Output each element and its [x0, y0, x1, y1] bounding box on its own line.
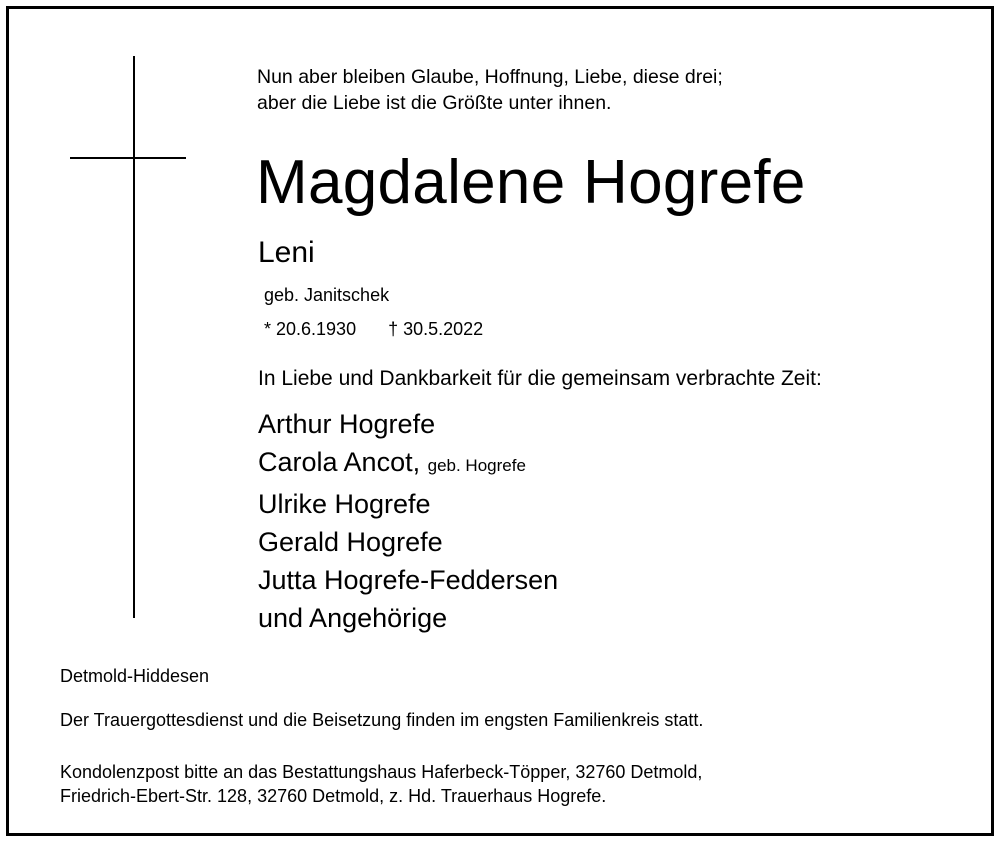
life-dates [264, 320, 483, 338]
mourner-name: und Angehörige [258, 603, 448, 633]
condolence-notice [60, 760, 702, 808]
deceased-nickname: Leni [258, 236, 315, 269]
cross-icon-horizontal-bar [70, 157, 186, 159]
condolence-line-2: Friedrich-Ebert-Str. 128, 32760 Detmold, z. Hd. Trauerhaus Hogrefe. [60, 786, 607, 806]
mourner-note: geb. Hogrefe [427, 456, 526, 475]
cross-icon-vertical-bar [133, 56, 135, 618]
mourner-name: Jutta Hogrefe-Feddersen [258, 565, 559, 595]
mourner-name: Ulrike Hogrefe [258, 489, 431, 519]
mourner-item [258, 485, 558, 523]
death-date: † 30.5.2022 [388, 319, 484, 339]
maiden-name: geb. Janitschek [264, 285, 390, 305]
thanks-line: In Liebe und Dankbarkeit für die gemeinsam verbrachte Zeit: [258, 367, 822, 390]
service-notice: Der Trauergottesdienst und die Beisetzung finden im engsten Familienkreis statt. [60, 710, 704, 730]
mourner-name: Carola Ancot, [258, 447, 421, 477]
mourner-name: Gerald Hogrefe [258, 527, 443, 557]
mourner-item [258, 561, 558, 599]
place-name: Detmold-Hiddesen [60, 666, 210, 686]
mourners-list [258, 405, 558, 637]
condolence-line-1: Kondolenzpost bitte an das Bestattungshaus Haferbeck-Töpper, 32760 Detmold, [60, 762, 703, 782]
bible-verse [257, 64, 857, 116]
mourner-item [258, 443, 558, 485]
mourner-item [258, 599, 558, 637]
verse-line-1: Nun aber bleiben Glaube, Hoffnung, Liebe, diese drei; [257, 66, 723, 88]
mourner-name: Arthur Hogrefe [258, 409, 436, 439]
verse-line-2: aber die Liebe ist die Größte unter ihnen. [257, 92, 612, 114]
deceased-name: Magdalene Hogrefe [256, 148, 806, 217]
mourner-item [258, 405, 558, 443]
birth-date: * 20.6.1930 [264, 319, 357, 339]
mourner-item [258, 523, 558, 561]
